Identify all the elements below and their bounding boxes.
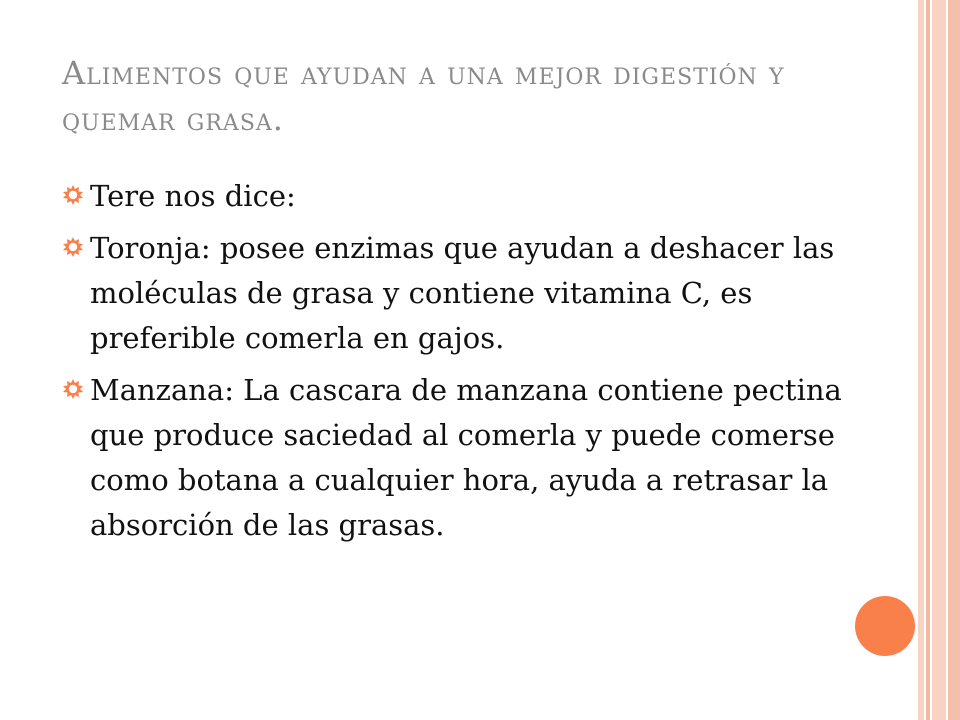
bullet-item — [62, 226, 852, 361]
orange-sun-bullet-icon — [62, 184, 84, 206]
bullet-text: Tere nos dice: — [90, 179, 296, 213]
bullet-item — [62, 368, 852, 548]
decorative-stripe — [948, 0, 960, 720]
decorative-stripe — [918, 0, 924, 720]
decorative-stripe — [932, 0, 946, 720]
bullet-text: Toronja: posee enzimas que ayudan a deshacer las moléculas de grasa y contiene vitamina C, es preferible comerla en gajos. — [90, 231, 835, 355]
orange-sun-bullet-icon — [62, 378, 84, 400]
decorative-stripe — [926, 0, 930, 720]
bullet-item — [62, 174, 852, 219]
slide-title: Alimentos que ayudan a una mejor digestión y quemar grasa. — [62, 54, 785, 138]
bullet-text: Manzana: La cascara de manzana contiene pectina que produce saciedad al comerla y puede comerse como botana a cualquier hora, ayuda a retrasar la absorción de las grasas. — [90, 373, 842, 542]
bullet-list — [62, 174, 852, 555]
orange-sun-bullet-icon — [62, 236, 84, 258]
orange-circle-decoration — [855, 596, 915, 656]
